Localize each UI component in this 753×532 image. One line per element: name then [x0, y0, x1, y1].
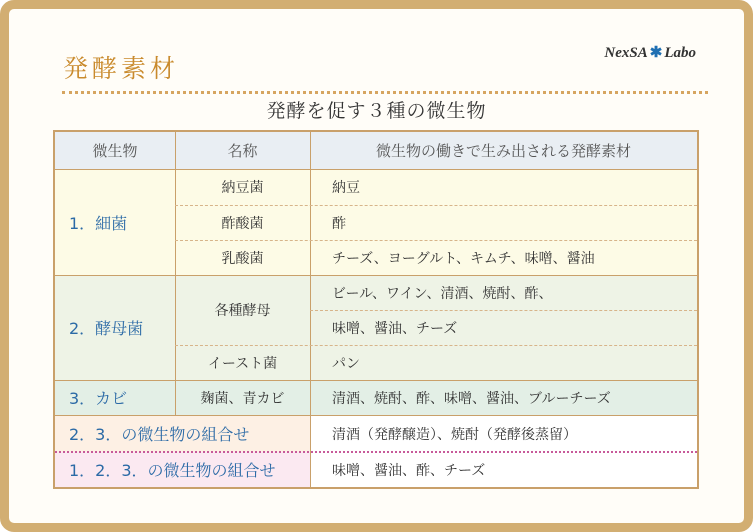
brand-logo — [604, 43, 696, 62]
combo-materials-2-3: 清酒（発酵醸造）、焼酎（発酵後蒸留） — [310, 415, 697, 452]
row-divider — [55, 380, 697, 381]
materials-yeast-line1: ビール、ワイン、清酒、焼酎、酢、 — [310, 275, 697, 310]
materials-natto: 納豆 — [310, 169, 697, 205]
materials-mold: 清酒、焼酎、酢、味噌、醤油、ブルーチーズ — [310, 380, 697, 415]
row-divider — [175, 205, 697, 206]
materials-yeast-line2: 味噌、醤油、チーズ — [310, 310, 697, 345]
combo-materials-1-2-3: 味噌、醤油、酢、チーズ — [310, 452, 697, 487]
row-divider — [175, 240, 697, 241]
microbe-table — [53, 130, 699, 489]
group-label-bacteria: 1．細菌 — [55, 169, 175, 275]
logo-text-left: NexSA — [604, 45, 648, 61]
row-divider — [55, 451, 697, 453]
name-various-yeast: 各種酵母 — [175, 275, 310, 345]
name-koji-bluemold: 麹菌、青カビ — [175, 380, 310, 415]
name-lactic: 乳酸菌 — [175, 240, 310, 275]
page-title: 発酵素材 — [63, 54, 180, 83]
row-divider — [175, 345, 697, 346]
name-natto: 納豆菌 — [175, 169, 310, 205]
group-label-mold: 3．カビ — [55, 380, 175, 415]
column-divider — [175, 132, 176, 415]
table-title: 発酵を促す３種の微生物 — [266, 100, 487, 122]
materials-acetic: 酢 — [310, 205, 697, 240]
header-name: 名称 — [175, 132, 310, 169]
row-divider — [55, 169, 697, 170]
row-divider — [55, 275, 697, 276]
materials-baker-yeast: パン — [310, 345, 697, 380]
row-divider — [55, 415, 697, 416]
materials-lactic: チーズ、ヨーグルト、キムチ、味噌、醤油 — [310, 240, 697, 275]
name-acetic: 酢酸菌 — [175, 205, 310, 240]
star-icon: ✱ — [649, 45, 663, 61]
logo-text-right: Labo — [664, 45, 696, 61]
name-baker-yeast: イースト菌 — [175, 345, 310, 380]
combo-label-2-3: 2．3．の微生物の組合せ — [55, 415, 310, 452]
group-label-yeast: 2．酵母菌 — [55, 275, 175, 380]
header-materials: 微生物の働きで生み出される発酵素材 — [310, 132, 697, 169]
dotted-divider — [62, 91, 708, 94]
row-divider — [310, 310, 697, 311]
combo-label-1-2-3: 1．2．3．の微生物の組合せ — [55, 452, 310, 487]
header-microbe: 微生物 — [55, 132, 175, 169]
